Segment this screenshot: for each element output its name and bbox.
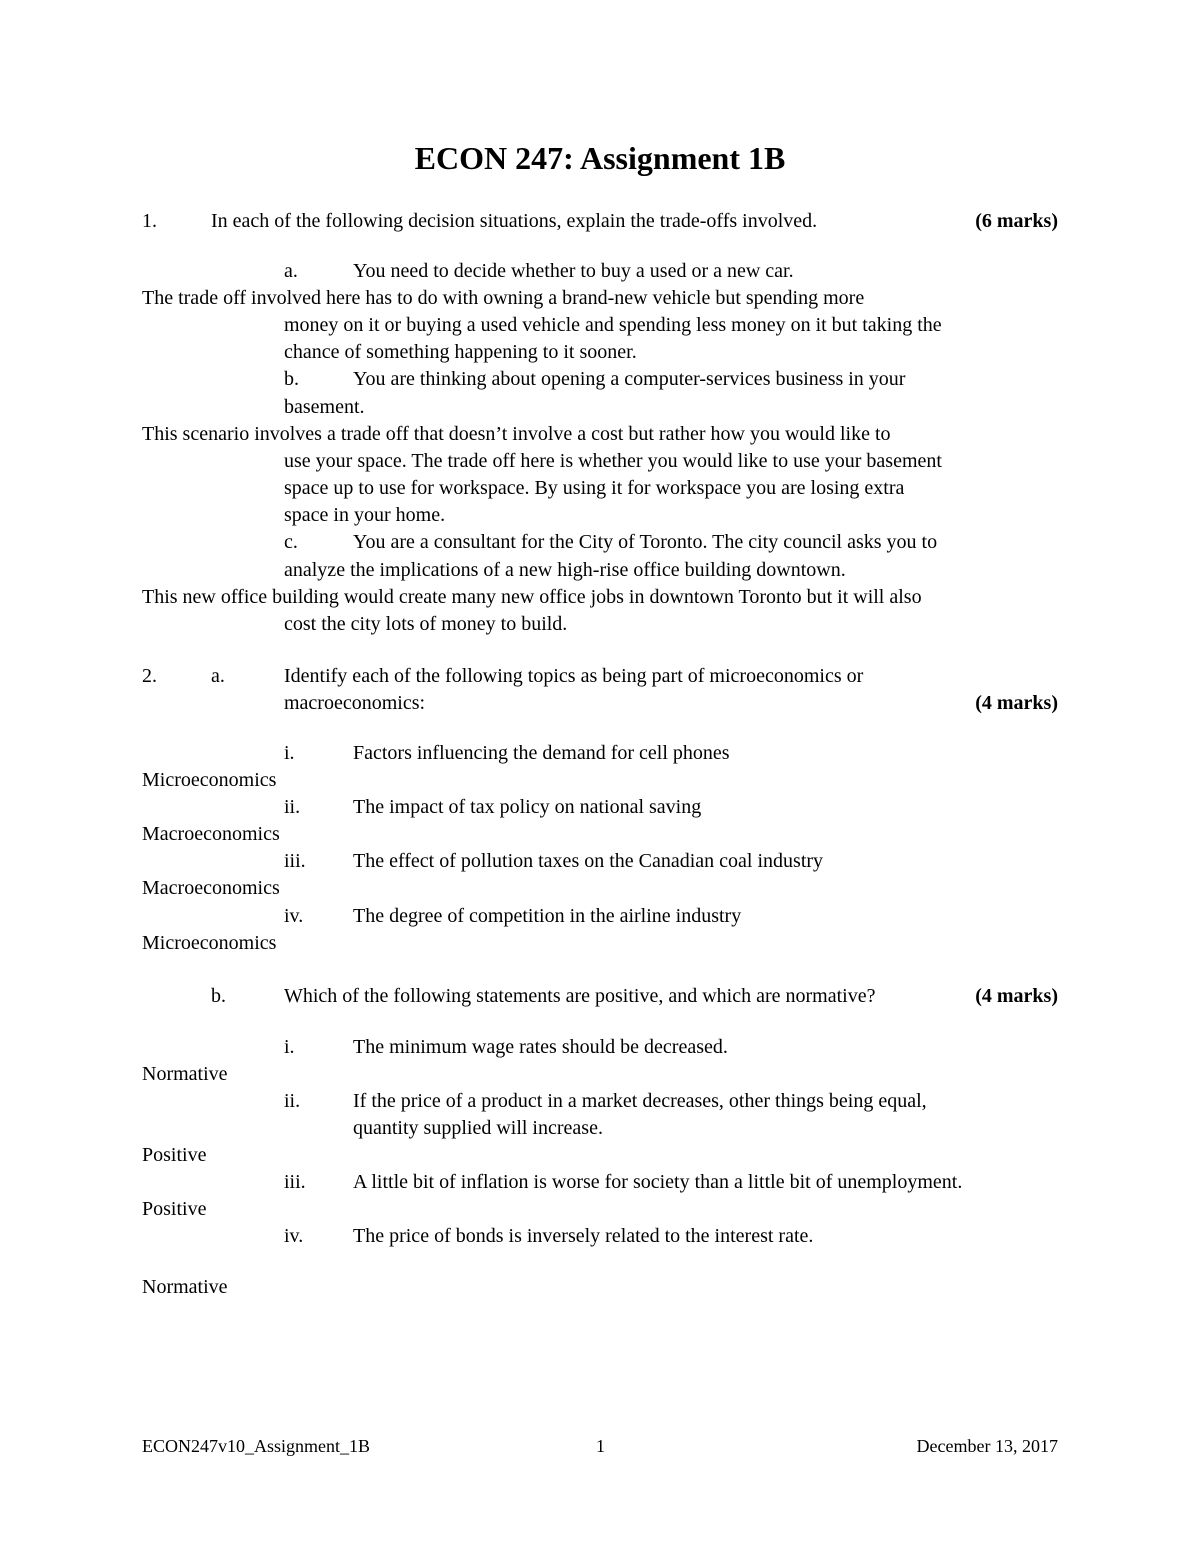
q1b-answer-line-2: use your space. The trade off here is whether you would like to use your basement [284,450,942,472]
q2a-item-3-text: The effect of pollution taxes on the Canadian coal industry [353,850,824,872]
q2a-letter: a. [211,665,225,687]
q2a-item-1-answer: Microeconomics [142,769,277,791]
q2a-item-4-text: The degree of competition in the airline industry [353,905,742,927]
q2b-item-1-answer: Normative [142,1063,228,1085]
q1b-letter: b. [284,368,299,390]
q2a-item-1-text: Factors influencing the demand for cell phones [353,742,730,764]
q2a-item-2-numeral: ii. [284,796,301,818]
q1a-answer-line-3: chance of something happening to it sooner. [284,341,637,363]
q1b-answer-line-3: space up to use for workspace. By using it for workspace you are losing extra [284,477,905,499]
q1-marks: (6 marks) [975,210,1058,232]
q2a-item-4-answer: Microeconomics [142,932,277,954]
q2b-item-2-numeral: ii. [284,1090,301,1112]
footer-page-number: 1 [596,1436,605,1456]
q1b-answer-line-4: space in your home. [284,504,446,526]
q1a-text: You need to decide whether to buy a used or a new car. [353,260,794,282]
q2b-item-4-answer: Normative [142,1276,228,1298]
footer-date: December 13, 2017 [916,1436,1058,1456]
q2b-marks: (4 marks) [975,985,1058,1007]
q2a-prompt-line-1: Identify each of the following topics as being part of microeconomics or [284,665,864,687]
q2b-prompt: Which of the following statements are positive, and which are normative? [284,985,876,1007]
q2b-item-2-text-line-1: If the price of a product in a market decreases, other things being equal, [353,1090,927,1112]
q2b-item-1-text: The minimum wage rates should be decreased. [353,1036,728,1058]
q1c-text-line-1: You are a consultant for the City of Toronto. The city council asks you to [353,531,938,553]
q2a-item-3-numeral: iii. [284,850,306,872]
page-title: ECON 247: Assignment 1B [414,140,786,176]
q1a-answer-line-2: money on it or buying a used vehicle and spending less money on it but taking the [284,314,942,336]
q1-number: 1. [142,210,157,232]
q2b-item-2-answer: Positive [142,1144,207,1166]
q1b-text-line-1: You are thinking about opening a computer-services business in your [353,368,906,390]
q2a-item-1-numeral: i. [284,742,295,764]
q1b-answer-line-1: This scenario involves a trade off that doesn’t involve a cost but rather how you would like to [142,423,891,445]
q2b-item-3-numeral: iii. [284,1171,306,1193]
q1c-letter: c. [284,531,298,553]
q2a-item-2-answer: Macroeconomics [142,823,280,845]
q2a-item-3-answer: Macroeconomics [142,877,280,899]
q2b-item-3-answer: Positive [142,1198,207,1220]
q2a-item-2-text: The impact of tax policy on national saving [353,796,702,818]
q1a-letter: a. [284,260,298,282]
q2b-item-1-numeral: i. [284,1036,295,1058]
q2b-letter: b. [211,985,226,1007]
q2a-item-4-numeral: iv. [284,905,304,927]
footer-filename: ECON247v10_Assignment_1B [142,1436,371,1456]
q1c-answer-line-1: This new office building would create many new office jobs in downtown Toronto but it will also [142,586,922,608]
q2a-marks: (4 marks) [975,692,1058,714]
q1c-text-line-2: analyze the implications of a new high-rise office building downtown. [284,559,846,581]
q2-number: 2. [142,665,157,687]
q2b-item-2-text-line-2: quantity supplied will increase. [353,1117,603,1139]
q1c-answer-line-2: cost the city lots of money to build. [284,613,568,635]
q2b-item-3-text: A little bit of inflation is worse for society than a little bit of unemployment. [353,1171,963,1193]
q2b-item-4-text: The price of bonds is inversely related to the interest rate. [353,1225,814,1247]
q2b-item-4-numeral: iv. [284,1225,304,1247]
q2a-prompt-line-2: macroeconomics: [284,692,426,714]
q1-prompt: In each of the following decision situations, explain the trade-offs involved. [211,210,818,232]
q1a-answer-line-1: The trade off involved here has to do with owning a brand-new vehicle but spending more [142,287,865,309]
q1b-text-line-2: basement. [284,396,365,418]
